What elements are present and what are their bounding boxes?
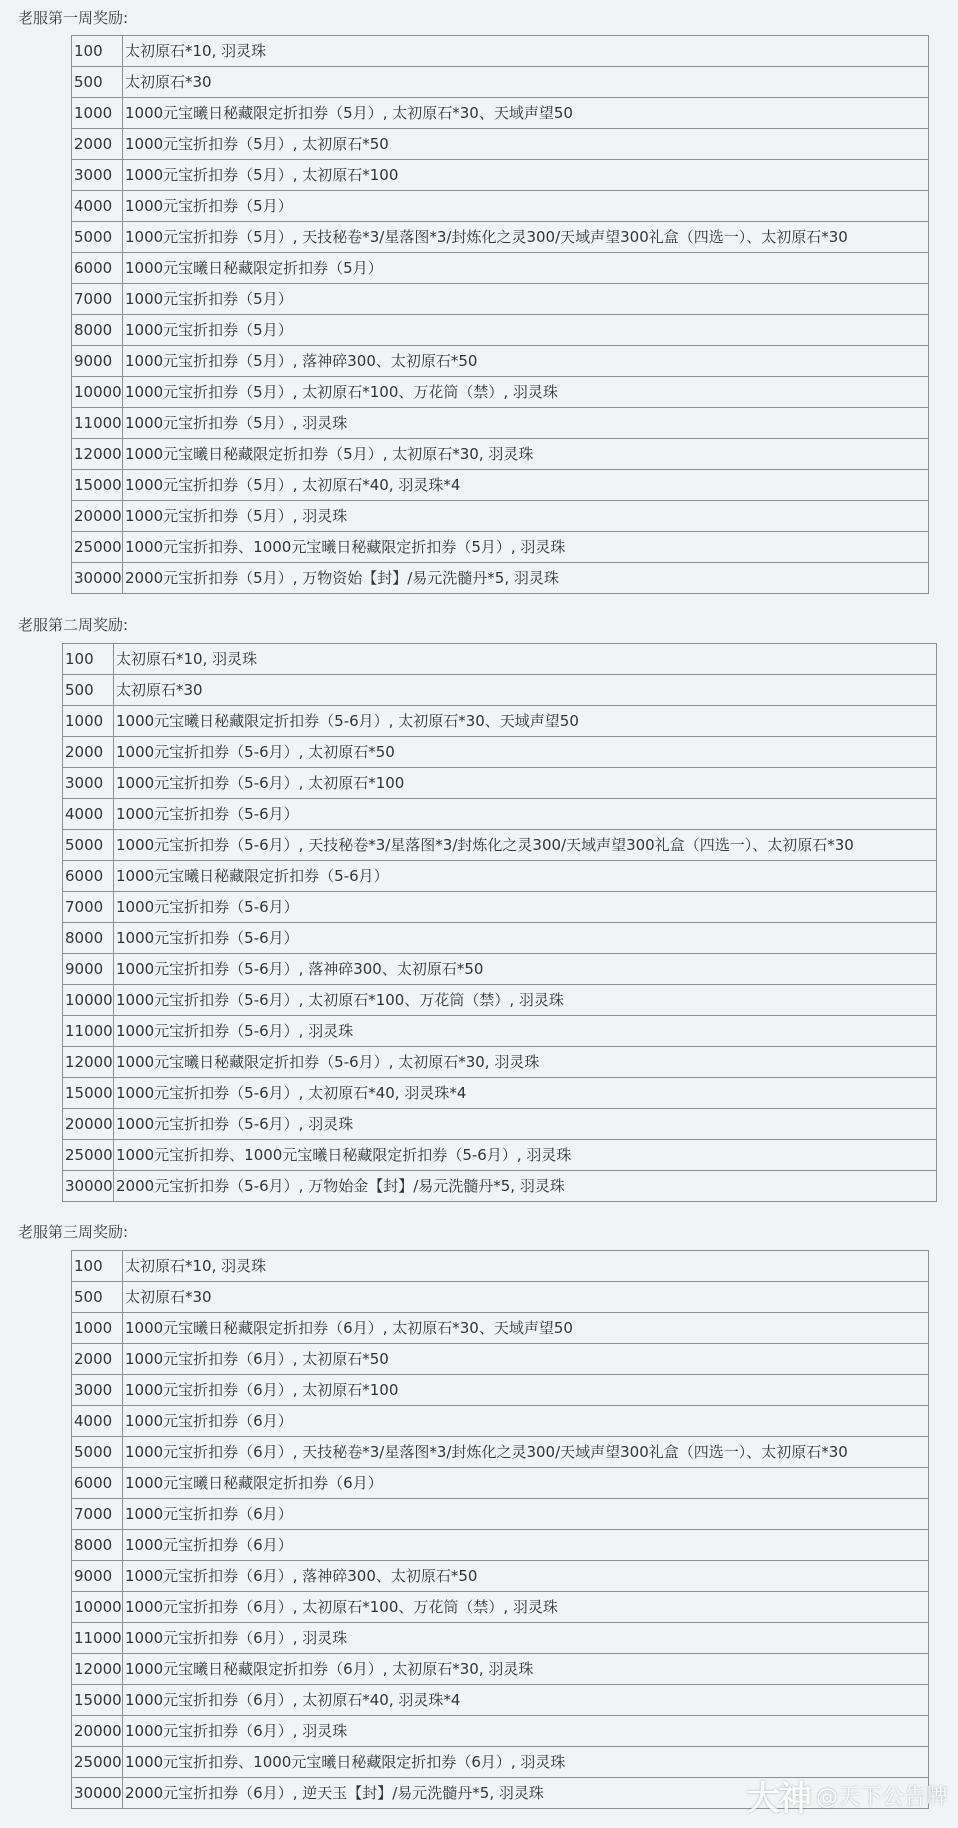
table-row [72,160,929,191]
reward-cell: 1000元宝曦日秘藏限定折扣券（5-6月）, 太初原石*30, 羽灵珠 [114,1047,937,1078]
section-heading-week1: 老服第一周奖励: [18,9,129,27]
table-row [72,1654,929,1685]
reward-cell: 1000元宝折扣券（6月） [123,1530,929,1561]
table-row [72,1344,929,1375]
table-row [72,191,929,222]
reward-cell: 1000元宝折扣券（5-6月）, 羽灵珠 [114,1109,937,1140]
reward-cell: 1000元宝折扣券（5月）, 天技秘卷*3/星落图*3/封炼化之灵300/天域声望300礼盒（四选一）、太初原石*30 [123,222,929,253]
reward-cell: 2000元宝折扣券（5-6月）, 万物始金【封】/易元洗髓丹*5, 羽灵珠 [114,1171,937,1202]
table-row [63,985,937,1016]
amount-cell: 500 [72,67,123,98]
reward-cell: 1000元宝折扣券（6月）, 天技秘卷*3/星落图*3/封炼化之灵300/天域声望300礼盒（四选一）、太初原石*30 [123,1437,929,1468]
reward-cell: 1000元宝折扣券、1000元宝曦日秘藏限定折扣券（5-6月）, 羽灵珠 [114,1140,937,1171]
table-row [72,1375,929,1406]
amount-cell: 5000 [63,830,114,861]
table-row [63,799,937,830]
table-row [63,1109,937,1140]
amount-cell: 30000 [63,1171,114,1202]
section-heading-week3: 老服第三周奖励: [18,1223,129,1241]
amount-cell: 15000 [63,1078,114,1109]
reward-cell: 1000元宝折扣券（6月） [123,1406,929,1437]
amount-cell: 6000 [72,253,123,284]
table-row [72,377,929,408]
amount-cell: 4000 [72,1406,123,1437]
reward-cell: 1000元宝折扣券（5月）, 羽灵珠 [123,501,929,532]
reward-cell: 1000元宝折扣券（6月）, 羽灵珠 [123,1716,929,1747]
table-row [63,861,937,892]
watermark-logo: 大神 [745,1779,810,1819]
table-row [63,737,937,768]
reward-cell: 1000元宝曦日秘藏限定折扣券（6月） [123,1468,929,1499]
reward-cell: 太初原石*10, 羽灵珠 [123,1251,929,1282]
reward-cell: 1000元宝曦日秘藏限定折扣券（5月） [123,253,929,284]
table-row [72,1623,929,1654]
amount-cell: 100 [72,36,123,67]
amount-cell: 30000 [72,563,123,594]
reward-cell: 1000元宝折扣券（6月）, 太初原石*100、万花筒（禁）, 羽灵珠 [123,1592,929,1623]
amount-cell: 1000 [63,706,114,737]
reward-cell: 1000元宝折扣券（5-6月）, 天技秘卷*3/星落图*3/封炼化之灵300/天域声望300礼盒（四选一）、太初原石*30 [114,830,937,861]
reward-table-week1 [71,35,929,594]
table-row [72,1530,929,1561]
amount-cell: 12000 [72,439,123,470]
table-row [63,706,937,737]
reward-cell: 1000元宝曦日秘藏限定折扣券（6月）, 太初原石*30, 羽灵珠 [123,1654,929,1685]
amount-cell: 11000 [72,408,123,439]
amount-cell: 4000 [72,191,123,222]
reward-cell: 1000元宝折扣券（5月） [123,315,929,346]
reward-cell: 太初原石*30 [123,1282,929,1313]
amount-cell: 25000 [72,1747,123,1778]
table-row [72,1499,929,1530]
table-row [63,1171,937,1202]
table-row [72,1716,929,1747]
table-row [72,129,929,160]
table-row [63,1140,937,1171]
table-row [63,675,937,706]
amount-cell: 25000 [72,532,123,563]
reward-cell: 1000元宝折扣券（5-6月）, 太初原石*100 [114,768,937,799]
reward-cell: 1000元宝折扣券（5月）, 落神碎300、太初原石*50 [123,346,929,377]
section-heading-week2: 老服第二周奖励: [18,616,129,634]
table-row [72,1406,929,1437]
table-row [72,1592,929,1623]
reward-cell: 太初原石*10, 羽灵珠 [114,644,937,675]
table-row [72,1468,929,1499]
reward-cell: 1000元宝折扣券（6月） [123,1499,929,1530]
reward-table-week2 [62,643,937,1202]
amount-cell: 12000 [63,1047,114,1078]
amount-cell: 3000 [72,1375,123,1406]
reward-cell: 1000元宝折扣券（6月）, 太初原石*100 [123,1375,929,1406]
table-row [72,1437,929,1468]
reward-cell: 1000元宝折扣券（5月）, 太初原石*100 [123,160,929,191]
amount-cell: 25000 [63,1140,114,1171]
reward-cell: 1000元宝折扣券（6月）, 太初原石*50 [123,1344,929,1375]
amount-cell: 9000 [63,954,114,985]
amount-cell: 500 [63,675,114,706]
amount-cell: 1000 [72,98,123,129]
amount-cell: 8000 [72,315,123,346]
table-row [63,1078,937,1109]
reward-cell: 1000元宝折扣券（5月）, 太初原石*100、万花筒（禁）, 羽灵珠 [123,377,929,408]
amount-cell: 2000 [63,737,114,768]
reward-cell: 1000元宝曦日秘藏限定折扣券（5-6月） [114,861,937,892]
amount-cell: 7000 [63,892,114,923]
amount-cell: 5000 [72,222,123,253]
amount-cell: 1000 [72,1313,123,1344]
reward-cell: 1000元宝折扣券（6月）, 羽灵珠 [123,1623,929,1654]
amount-cell: 10000 [72,1592,123,1623]
table-row [63,830,937,861]
reward-cell: 太初原石*30 [123,67,929,98]
amount-cell: 10000 [63,985,114,1016]
reward-cell: 1000元宝折扣券（5-6月） [114,923,937,954]
table-row [63,768,937,799]
amount-cell: 10000 [72,377,123,408]
reward-table-week3 [71,1250,929,1809]
amount-cell: 8000 [72,1530,123,1561]
reward-cell: 1000元宝折扣券（5-6月）, 太初原石*50 [114,737,937,768]
reward-cell: 1000元宝折扣券（6月）, 落神碎300、太初原石*50 [123,1561,929,1592]
amount-cell: 20000 [63,1109,114,1140]
table-row [72,284,929,315]
table-row [72,346,929,377]
table-row [72,563,929,594]
reward-cell: 1000元宝折扣券（5-6月）, 羽灵珠 [114,1016,937,1047]
table-row [72,1282,929,1313]
amount-cell: 2000 [72,129,123,160]
amount-cell: 15000 [72,470,123,501]
reward-cell: 1000元宝曦日秘藏限定折扣券（5月）, 太初原石*30、天域声望50 [123,98,929,129]
watermark-handle: @天下公告牌 [815,1785,948,1810]
amount-cell: 2000 [72,1344,123,1375]
table-row [72,501,929,532]
table-row [63,1047,937,1078]
table-row [72,98,929,129]
table-row [72,67,929,98]
reward-cell: 1000元宝折扣券（5-6月）, 太初原石*40, 羽灵珠*4 [114,1078,937,1109]
amount-cell: 500 [72,1282,123,1313]
amount-cell: 3000 [63,768,114,799]
table-row [63,892,937,923]
table-row [72,1251,929,1282]
amount-cell: 3000 [72,160,123,191]
amount-cell: 9000 [72,1561,123,1592]
amount-cell: 20000 [72,1716,123,1747]
amount-cell: 30000 [72,1778,123,1809]
reward-cell: 1000元宝折扣券、1000元宝曦日秘藏限定折扣券（6月）, 羽灵珠 [123,1747,929,1778]
amount-cell: 11000 [63,1016,114,1047]
reward-cell: 1000元宝曦日秘藏限定折扣券（6月）, 太初原石*30、天域声望50 [123,1313,929,1344]
amount-cell: 7000 [72,284,123,315]
table-row [72,222,929,253]
amount-cell: 100 [72,1251,123,1282]
table-row [72,532,929,563]
reward-cell: 2000元宝折扣券（5月）, 万物资始【封】/易元洗髓丹*5, 羽灵珠 [123,563,929,594]
amount-cell: 4000 [63,799,114,830]
table-row [63,1016,937,1047]
amount-cell: 100 [63,644,114,675]
table-row [72,1313,929,1344]
table-row [72,36,929,67]
reward-cell: 1000元宝曦日秘藏限定折扣券（5-6月）, 太初原石*30、天域声望50 [114,706,937,737]
amount-cell: 11000 [72,1623,123,1654]
reward-cell: 1000元宝折扣券、1000元宝曦日秘藏限定折扣券（5月）, 羽灵珠 [123,532,929,563]
table-row [72,439,929,470]
amount-cell: 9000 [72,346,123,377]
reward-cell: 1000元宝折扣券（5月）, 太初原石*50 [123,129,929,160]
reward-cell: 1000元宝折扣券（5-6月） [114,799,937,830]
amount-cell: 6000 [63,861,114,892]
reward-cell: 1000元宝折扣券（5-6月） [114,892,937,923]
reward-cell: 太初原石*30 [114,675,937,706]
reward-cell: 1000元宝折扣券（5月） [123,284,929,315]
table-row [72,315,929,346]
table-row [72,470,929,501]
amount-cell: 20000 [72,501,123,532]
table-row [63,923,937,954]
reward-cell: 1000元宝折扣券（5-6月）, 落神碎300、太初原石*50 [114,954,937,985]
table-row [63,644,937,675]
table-row [72,253,929,284]
reward-cell: 1000元宝折扣券（5月） [123,191,929,222]
table-row [72,408,929,439]
table-row [72,1561,929,1592]
reward-cell: 2000元宝折扣券（6月）, 逆天玉【封】/易元洗髓丹*5, 羽灵珠 [123,1778,929,1809]
amount-cell: 5000 [72,1437,123,1468]
reward-cell: 1000元宝曦日秘藏限定折扣券（5月）, 太初原石*30, 羽灵珠 [123,439,929,470]
amount-cell: 7000 [72,1499,123,1530]
amount-cell: 6000 [72,1468,123,1499]
amount-cell: 15000 [72,1685,123,1716]
amount-cell: 8000 [63,923,114,954]
amount-cell: 12000 [72,1654,123,1685]
watermark [746,1771,948,1820]
reward-cell: 1000元宝折扣券（6月）, 太初原石*40, 羽灵珠*4 [123,1685,929,1716]
reward-cell: 1000元宝折扣券（5月）, 太初原石*40, 羽灵珠*4 [123,470,929,501]
table-row [63,954,937,985]
reward-cell: 太初原石*10, 羽灵珠 [123,36,929,67]
reward-cell: 1000元宝折扣券（5月）, 羽灵珠 [123,408,929,439]
reward-cell: 1000元宝折扣券（5-6月）, 太初原石*100、万花筒（禁）, 羽灵珠 [114,985,937,1016]
table-row [72,1685,929,1716]
